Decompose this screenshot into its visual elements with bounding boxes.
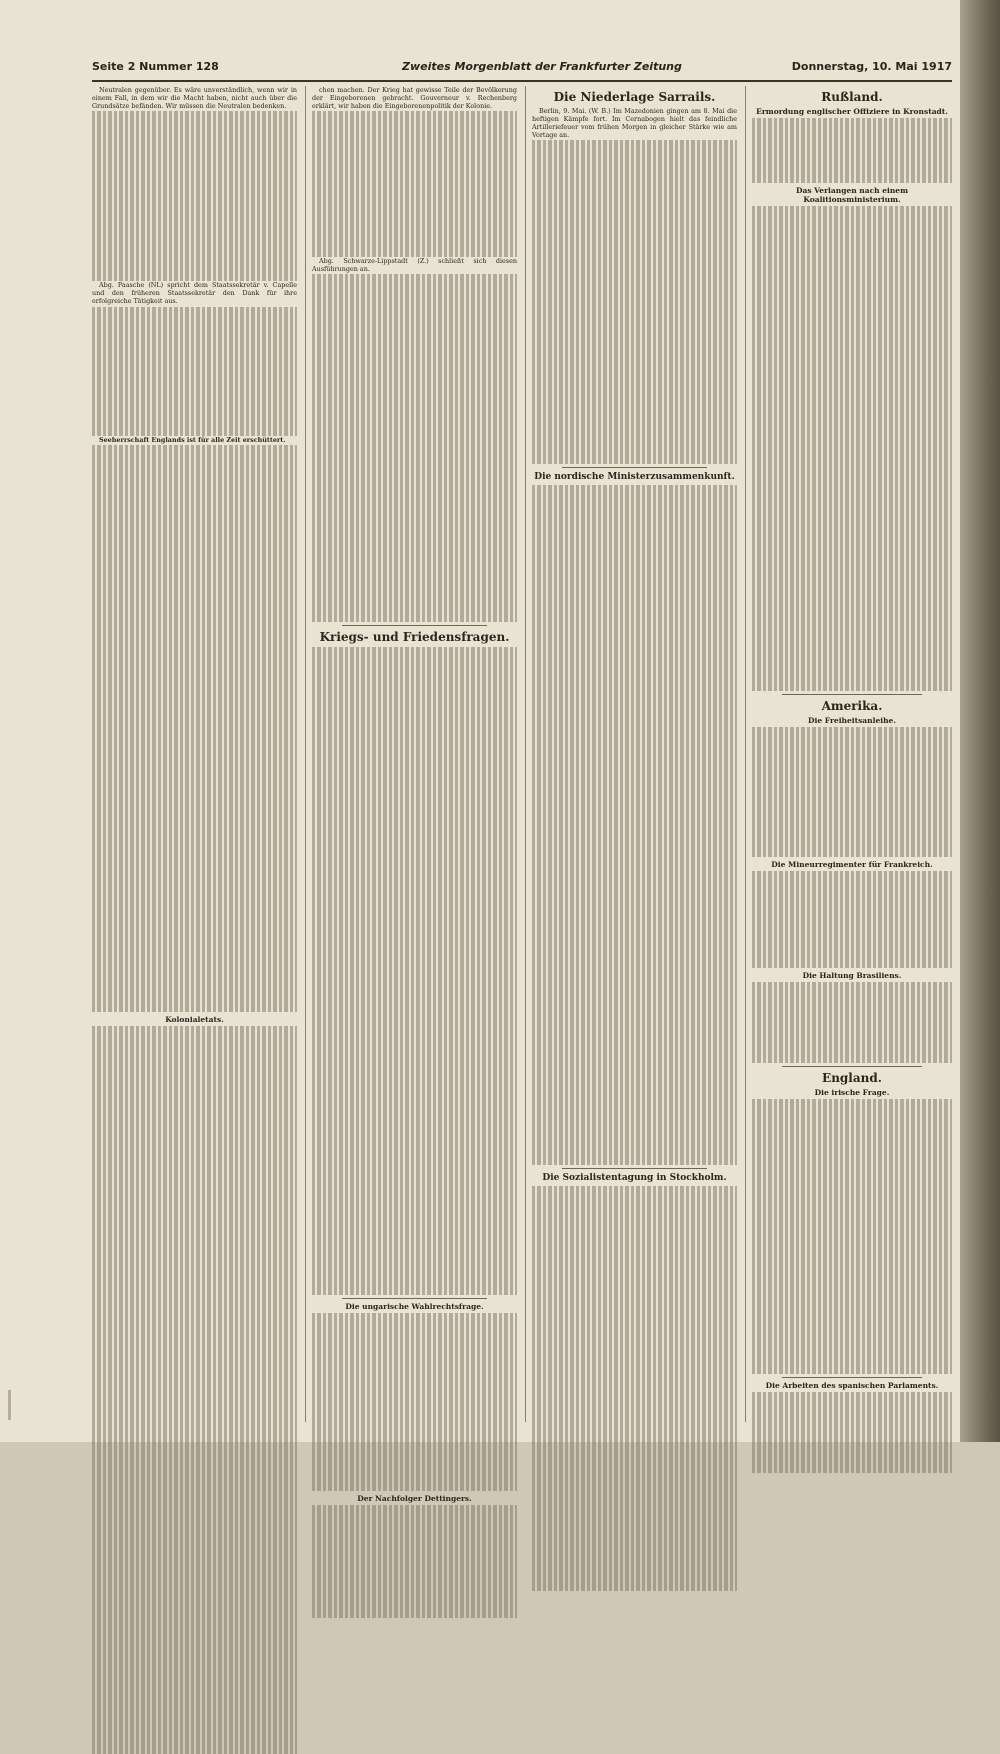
section-title: Kriegs- und Friedensfragen. <box>319 630 510 645</box>
paragraph: chen machen. Der Krieg hat gewisse Teile der Bevölkerung der Eingeborenen gebracht. Gouverneur v. Rechenberg erklärt, wir haben die Eingeborenenpolitik der Kolonie. <box>312 86 517 111</box>
section-subtitle: Die irische Frage. <box>814 1087 890 1097</box>
paragraph: Abg. Schwarze-Lippstadt (Z.) schließt sich diesen Ausführungen an. <box>312 256 517 274</box>
column-3 <box>532 86 737 1422</box>
column-divider <box>745 86 746 1422</box>
column-1 <box>92 86 297 1422</box>
section-subtitle: Die Mineurregimenter für Frankreich. <box>771 859 933 869</box>
section-title: Die nordische Ministerzusammenkunft. <box>534 472 735 483</box>
paragraph: Berlin, 9. Mai. (W. B.) Im Mazedonien gingen am 8. Mai die heftigen Kämpfe fort. Im Cernabogen hielt das feindliche Artilleriefeuer vom frühen Morgen in gleicher Stärke wie am Vortage an. <box>532 107 737 140</box>
issue-date: Donnerstag, 10. Mai 1917 <box>791 60 952 73</box>
column-4 <box>752 86 952 1422</box>
paragraph: Seeherrschaft Englands ist für alle Zeit erschüttert. <box>99 436 286 445</box>
page-number: Seite 2 Nummer 128 <box>92 60 219 73</box>
section-title: Kolonialetats. <box>165 1014 224 1024</box>
section-subtitle: Die Freiheitsanleihe. <box>808 716 896 726</box>
section-subtitle: Die Haltung Brasiliens. <box>802 971 902 980</box>
section-subtitle: Das Verlangen nach einem Koalitionsministerium. <box>795 185 909 204</box>
section-subtitle: Die Arbeiten des spanischen Parlaments. <box>765 1381 939 1391</box>
masthead: Zweites Morgenblatt der Frankfurter Zeitung <box>402 60 682 73</box>
section-subtitle: Ermordung englischer Offiziere in Kronstadt. <box>756 107 948 116</box>
section-title: Amerika. <box>821 699 883 714</box>
column-2 <box>312 86 517 1503</box>
section-title: Die Sozialistentagung in Stockholm. <box>542 1173 727 1183</box>
column-divider <box>305 86 306 1422</box>
column-divider <box>525 86 526 1422</box>
header-rule <box>92 80 952 82</box>
paragraph: Abg. Paasche (NL) spricht dem Staatssekretär v. Capelle und den früheren Staatssekretär den Dank für ihre erfolgreiche Tätigkeit aus. <box>92 281 297 306</box>
page-edge <box>8 1390 61 1420</box>
paragraph: Neutralen gegenüber. Es wäre unverständlich, wenn wir in einem Fall, in dem wir die Macht haben, nicht auch über die Grundsätze befänden. Wir müssen die Neutralen bedenken. <box>92 86 297 111</box>
book-binding <box>960 0 1000 1442</box>
section-title: Der Nachfolger Dettingers. <box>357 1493 472 1503</box>
page-header <box>92 60 952 78</box>
section-title: England. <box>822 1070 882 1085</box>
section-title: Die Niederlage Sarrails. <box>553 90 716 104</box>
section-title: Die ungarische Wahlrechtsfrage. <box>345 1301 484 1311</box>
section-title: Rußland. <box>821 90 883 104</box>
